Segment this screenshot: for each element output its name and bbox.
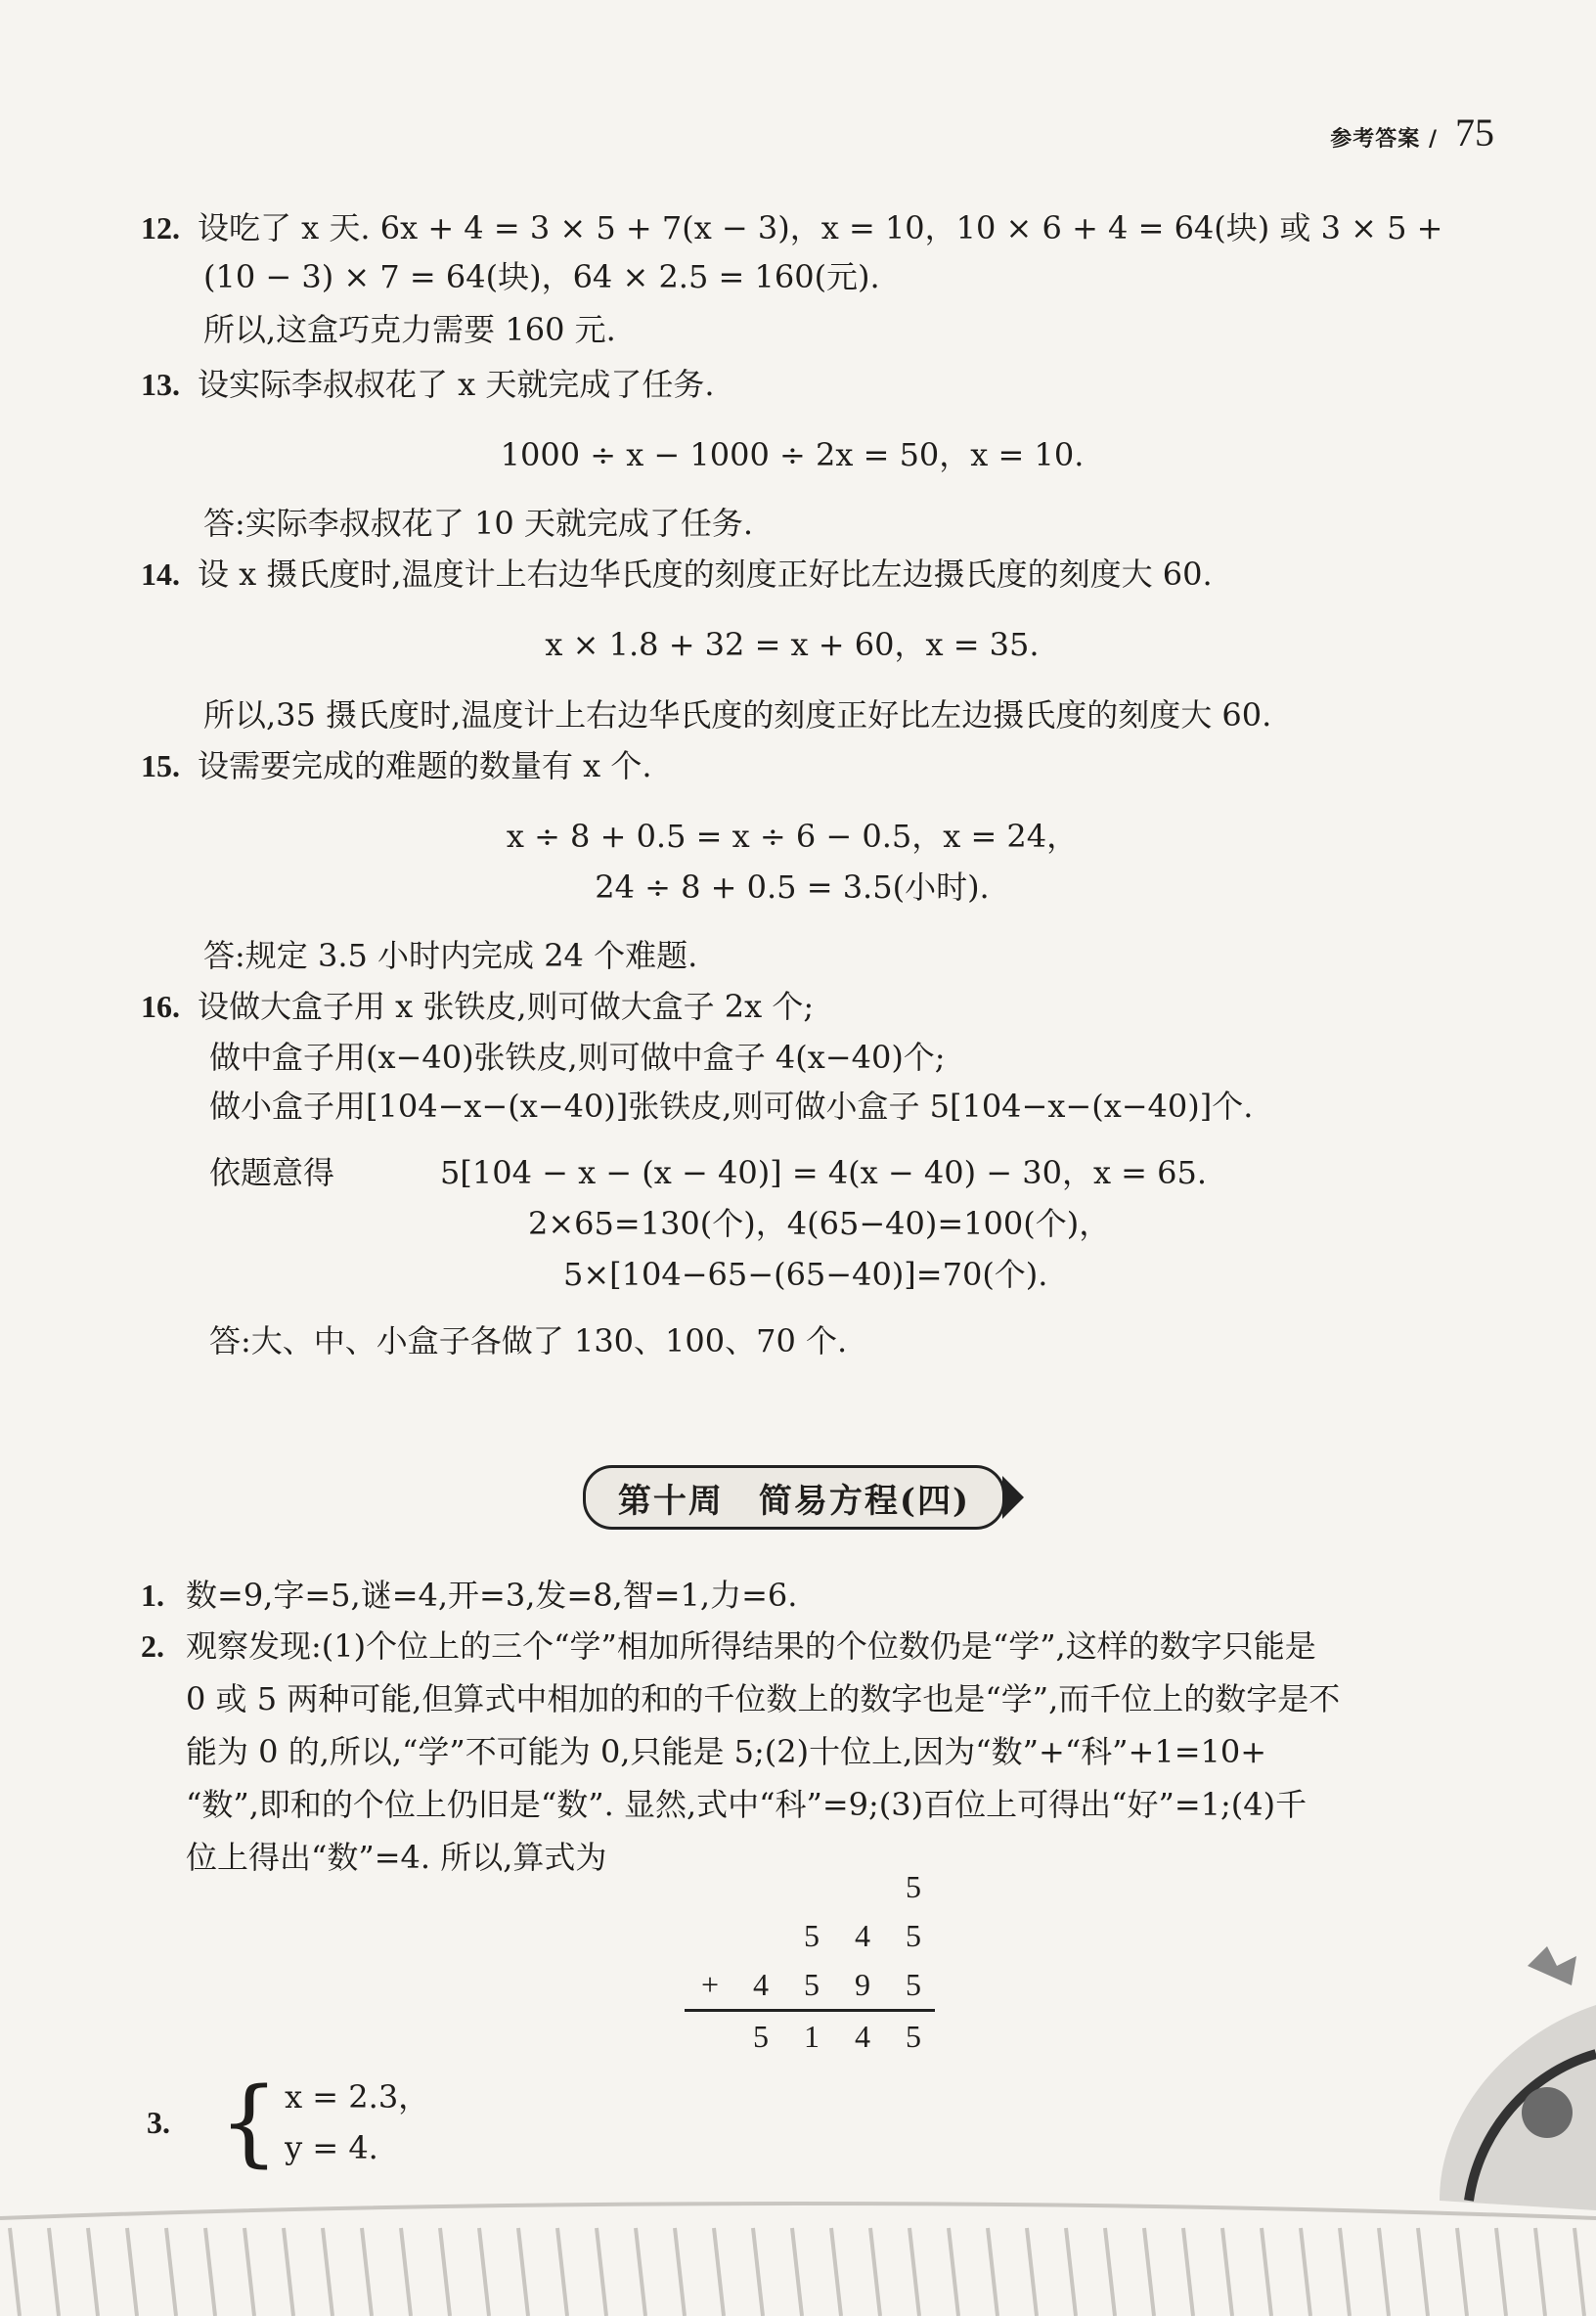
digit: 4 [753, 1966, 769, 2002]
vertical-addition [685, 1862, 939, 2061]
item-number: 1. [141, 1578, 164, 1613]
item-15-equation-1: x ÷ 8 + 0.5 = x ÷ 6 − 0.5，x = 24， [506, 818, 1079, 855]
item-13-line-1 [141, 360, 715, 405]
item-number: 14. [141, 557, 180, 592]
addition-result-row [685, 2012, 939, 2061]
item-text: 设实际李叔叔花了 x 天就完成了任务. [198, 366, 715, 403]
item-number: 12. [141, 210, 180, 245]
digit: 4 [855, 2018, 870, 2054]
decorative-corner-illustration [1400, 1917, 1596, 2210]
item-16-line-3: 做小盒子用[104−x−(x−40)]张铁皮,则可做小盒子 5[104−x−(x−40)]个. [209, 1088, 1254, 1125]
banner-arrow-icon [1002, 1476, 1024, 1519]
item-16-answer: 答:大、中、小盒子各做了 130、100、70 个. [209, 1322, 848, 1359]
section-item-3 [147, 2068, 430, 2177]
digit: 5 [906, 1868, 921, 1904]
digit: 5 [804, 1917, 820, 1953]
item-13-answer: 答:实际李叔叔花了 10 天就完成了任务. [203, 505, 754, 542]
item-12-line-3: 所以,这盒巧克力需要 160 元. [203, 311, 616, 348]
item-number: 15. [141, 748, 180, 783]
item-text: 设做大盒子用 x 张铁皮,则可做大盒子 2x 个; [198, 988, 815, 1025]
item-text: 设需要完成的难题的数量有 x 个. [198, 747, 652, 784]
item-16-calc-2: 5×[104−65−(65−40)]=70(个). [563, 1256, 1048, 1293]
item-16-line-2: 做中盒子用(x−40)张铁皮,则可做中盒子 4(x−40)个; [209, 1039, 946, 1076]
section-item-2-line-1 [141, 1622, 1316, 1667]
item-text: 设 x 摄氏度时,温度计上右边华氏度的刻度正好比左边摄氏度的刻度大 60. [198, 556, 1213, 593]
digit: 4 [855, 1917, 870, 1953]
brace-icon: { [219, 2068, 280, 2177]
section-item-1 [141, 1571, 797, 1616]
item-number: 16. [141, 989, 180, 1024]
item-16-premise: 依题意得 [209, 1154, 335, 1191]
item-number: 2. [141, 1628, 164, 1664]
item-14-equation: x × 1.8 + 32 = x + 60，x = 35. [545, 626, 1040, 663]
item-16-line-1 [141, 982, 814, 1027]
digit: 5 [753, 2018, 769, 2054]
addition-row [685, 1911, 939, 1960]
digit: 5 [906, 2018, 921, 2054]
digit: 9 [855, 1966, 870, 2002]
digit: 1 [804, 2018, 820, 2054]
item-12-line-1 [141, 203, 1442, 248]
item-13-equation: 1000 ÷ x − 1000 ÷ 2x = 50，x = 10. [500, 436, 1085, 473]
section-item-2-line-2: 0 或 5 两种可能,但算式中相加的和的千位数上的数字也是“学”,而千位上的数字是不 [186, 1680, 1341, 1717]
addition-row [685, 1862, 939, 1911]
section-item-2-line-4: “数”,即和的个位上仍旧是“数”. 显然,式中“科”=9;(3)百位上可得出“好”=1;(4)千 [186, 1786, 1308, 1823]
page-number: 75 [1455, 111, 1494, 155]
equation: y = 4. [285, 2129, 378, 2166]
section-title-banner [583, 1465, 1005, 1530]
item-text: 观察发现:(1)个位上的三个“学”相加所得结果的个位数仍是“学”,这样的数字只能是 [186, 1627, 1316, 1665]
equation: x = 2.3， [285, 2078, 430, 2116]
digit: 5 [804, 1966, 820, 2002]
equation-system [285, 2071, 429, 2173]
digit: 5 [906, 1917, 921, 1953]
item-15-equation-2: 24 ÷ 8 + 0.5 = 3.5(小时). [595, 868, 990, 906]
section-item-2-line-3: 能为 0 的,所以,“学”不可能为 0,只能是 5;(2)十位上,因为“数”+“科”+1=10+ [186, 1733, 1267, 1770]
item-number: 13. [141, 367, 180, 402]
item-14-line-1 [141, 550, 1213, 595]
section-title: 第十周 简易方程(四) [617, 1481, 971, 1521]
item-number: 3. [147, 2104, 170, 2140]
addition-row [685, 1960, 939, 2009]
item-text: 设吃了 x 天. 6x + 4 = 3 × 5 + 7(x − 3)，x = 10，10 × 6 + 4 = 64(块) 或 3 × 5 + [198, 209, 1443, 246]
item-16-calc-1: 2×65=130(个)，4(65−40)=100(个)， [528, 1205, 1111, 1242]
header-label: 参考答案 / [1330, 126, 1438, 152]
item-15-answer: 答:规定 3.5 小时内完成 24 个难题. [203, 937, 698, 974]
plus-sign: + [700, 1966, 720, 2002]
decorative-fence-border [0, 2179, 1596, 2316]
item-12-line-2: (10 − 3) × 7 = 64(块)，64 × 2.5 = 160(元). [203, 258, 880, 295]
item-16-equation: 5[104 − x − (x − 40)] = 4(x − 40) − 30，x = 65. [440, 1154, 1208, 1191]
item-15-line-1 [141, 741, 652, 786]
item-text: 数=9,字=5,谜=4,开=3,发=8,智=1,力=6. [186, 1577, 798, 1614]
page-header [1330, 110, 1494, 156]
item-14-answer: 所以,35 摄氏度时,温度计上右边华氏度的刻度正好比左边摄氏度的刻度大 60. [203, 696, 1272, 734]
section-item-2-line-5: 位上得出“数”=4. 所以,算式为 [186, 1839, 607, 1876]
digit: 5 [906, 1966, 921, 2002]
